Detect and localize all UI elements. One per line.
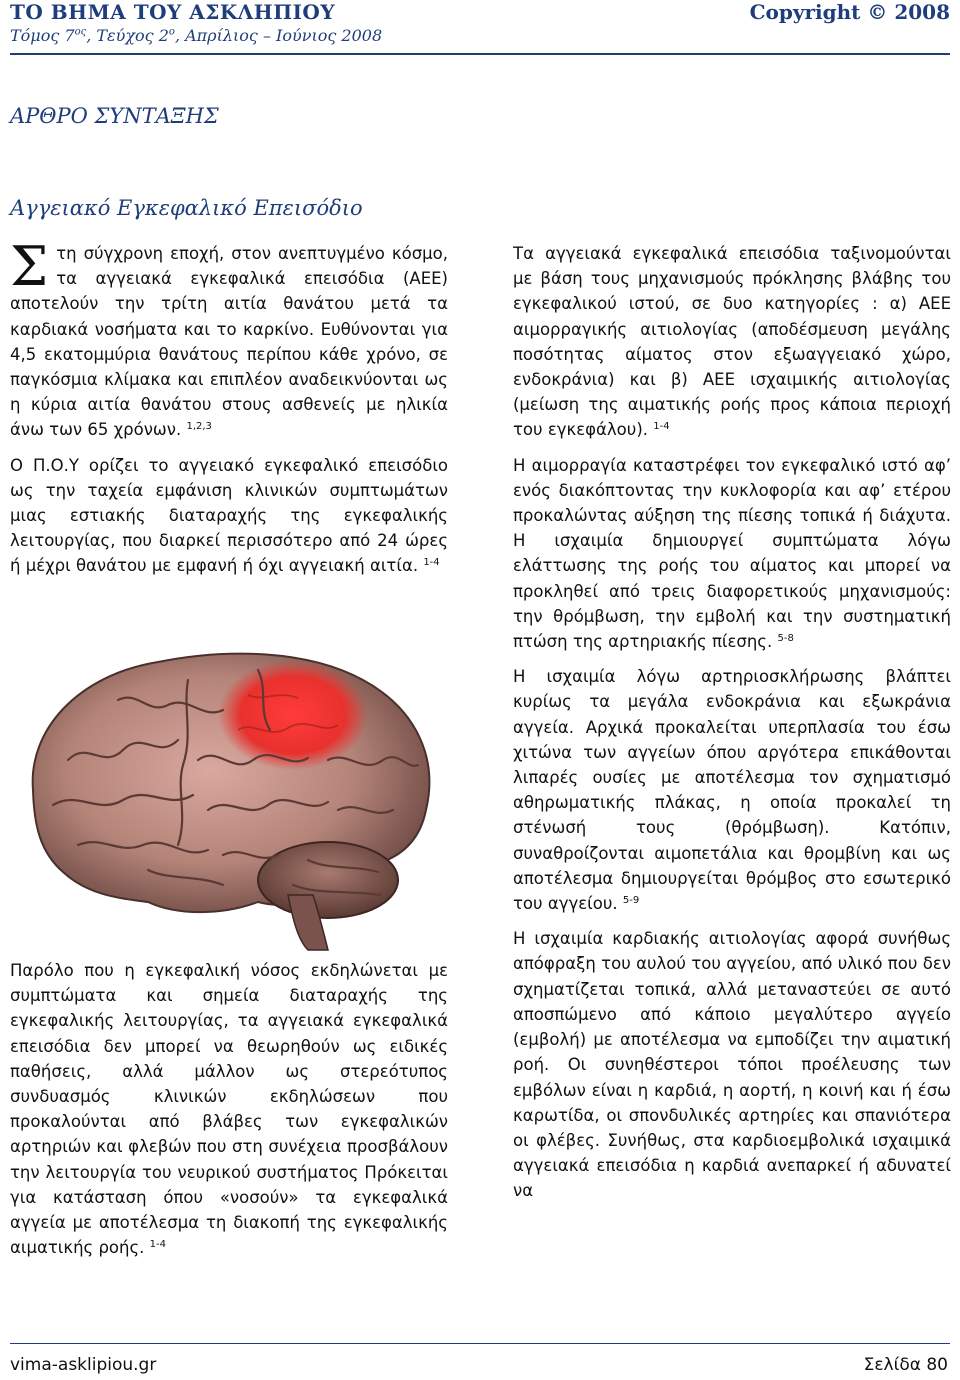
paragraph-intro-text: τη σύγχρονη εποχή, στον ανεπτυγμένο κόσμο, τα αγγειακά εγκεφαλικά επεισόδια (ΑΕΕ) αποτελούν την τρίτη αιτία θανάτου μετά τα καρδιακά νοσήματα και το καρκίνο. Ευθύνονται για 4,5 εκατομμύρια θανάτους περίπου κάθε χρόνο, σε παγκόσμια κλίμακα και επιπλέον αναδεικνύονται ως η κύρια αιτία θανάτου στους ασθενείς με ηλικία άνω των 65 χρόνων. xyxy=(10,244,448,440)
issue-info xyxy=(10,26,382,45)
brain-illustration xyxy=(8,640,451,952)
paragraph-classification-text: Τα αγγειακά εγκεφαλικά επεισόδια ταξινομούνται με βάση τους μηχανισμούς πρόκλησης βλάβης του εγκεφαλικού ιστού, σε δυο κατηγορίες : α) ΑΕΕ αιμορραγικής αιτιολογίας (αποδέσμευση μεγάλης ποσότητας αίματος στον εξωαγγειακό χώρο, ενδοκράνια) και β) ΑΕΕ ισχαιμικής αιτιολογίας (μείωση της αιματικής ροής προς κάποια περιοχή του εγκεφάλου). xyxy=(513,244,951,440)
reference-marker: 1,2,3 xyxy=(186,421,212,433)
left-column-top xyxy=(10,235,448,589)
copyright-notice: Copyright © 2008 xyxy=(749,0,950,24)
left-column-bottom xyxy=(10,958,448,1270)
page-number: Σελίδα 80 xyxy=(863,1355,948,1375)
drop-cap: Σ xyxy=(10,235,49,298)
header-divider xyxy=(10,53,950,55)
paragraph-atherosclerosis-text: Η ισχαιμία λόγω αρτηριοσκλήρωσης βλάπτει κυρίως τα μεγάλα ενδοκράνια και εξωκράνια αγγεία. Αρχικά προκαλείται υπερπλασία του έσω χιτώνα των αγγείων όπου αργότερα επικάθονται λιπαρές ουσίες με αποτέλεσμα τον σχηματισμό αθηρωματικής πλάκας, η οποία προκαλεί τη στένωσή τους (θρόμβωση). Κατόπιν, συναθροίζονται αιμοπετάλια και θρομβίνη και ως αποτέλεσμα δημιουργείται θρόμβος στο εσωτερικό του αγγείου. xyxy=(513,667,951,914)
paragraph-cardiac xyxy=(513,926,951,1203)
paragraph-hemorrhage-text: Η αιμορραγία καταστρέφει τον εγκεφαλικό ιστό αφ’ ενός διακόπτοντας την κυκλοφορία και αφ’ ετέρου προκαλώντας αύξηση της πίεσης τοπικά ή διάχυτα. Η ισχαιμία δημιουργεί συμπτώματα λόγω ελάττωσης της ροής του αίματος και μπορεί να προκληθεί από τρεις διαφορετικούς μηχανισμούς: την θρόμβωση, την εμβολή και την συστηματική πτώση της αρτηριακής πίεσης. xyxy=(513,455,951,652)
reference-marker: 5-9 xyxy=(622,895,640,907)
paragraph-clinical-text: Παρόλο που η εγκεφαλική νόσος εκδηλώνεται με συμπτώματα και σημεία διαταραχής της εγκεφαλικής λειτουργίας, τα αγγειακά εγκεφαλικά επεισόδια δεν μπορεί να θεωρηθούν ως ειδικές παθήσεις, αλλά μάλλον ως στερεότυπος συνδυασμός κλινικών εκδηλώσεων που προκαλούνται από βλάβες των εγκεφαλικών αρτηριών και φλεβών που στη συνέχεια προσβάλουν την λειτουργία του νευρικού συστήματος Πρόκειται για κατάσταση όπου «νοσούν» τα εγκεφαλικά αγγεία με αποτέλεσμα τη διακοπή της εγκεφαλικής αιματικής ροής. xyxy=(10,961,448,1258)
reference-marker: 1-4 xyxy=(149,1239,167,1251)
right-column xyxy=(513,241,951,1214)
footer-website-link[interactable]: vima-asklipiou.gr xyxy=(10,1355,157,1375)
brain-figure xyxy=(8,640,451,952)
reference-marker: 1-4 xyxy=(653,421,670,433)
page-header xyxy=(10,0,950,52)
issue-period: , Απρίλιος – Ιούνιος 2008 xyxy=(174,26,383,45)
hemorrhage-region xyxy=(218,660,368,770)
paragraph-intro xyxy=(10,235,448,443)
issue-suffix: ο xyxy=(168,26,175,38)
paragraph-cardiac-text: Η ισχαιμία καρδιακής αιτιολογίας αφορά συνήθως απόφραξη του αυλού του αγγείου, από υλικό που δεν σχηματίζεται τοπικά, αλλά μεταναστεύει σε αυτό αποσπώμενο από κάποιο μεγαλύτερο αγγείο (εμβολή) με αποτέλεσμα να εμποδίζει την αιματική ροή. Οι συνηθέστεροι τόποι προέλευσης των εμβόλων είναι η καρδιά, η αορτή, η κοινή και ή έσω καρωτίδα, οι σπονδυλικές αρτηρίες και σπανιότερα οι φλέβες. Συνήθως, στα καρδιοεμβολικά ισχαιμικά αγγειακά επεισόδια η καρδιά ανεπαρκεί ή αδυνατεί να xyxy=(513,929,951,1201)
reference-marker: 5-8 xyxy=(777,633,794,645)
article-title: Αγγειακό Εγκεφαλικό Επεισόδιο xyxy=(10,196,363,220)
journal-name: ΤΟ ΒΗΜΑ ΤΟΥ ΑΣΚΛΗΠΙΟΥ xyxy=(10,0,336,24)
volume-suffix: ος xyxy=(74,26,87,38)
paragraph-clinical xyxy=(10,958,448,1260)
brain-cerebellum xyxy=(258,842,398,918)
issue-label: , Τεύχος 2 xyxy=(86,26,169,45)
paragraph-hemorrhage xyxy=(513,453,951,655)
reference-marker: 1-4 xyxy=(423,557,440,569)
footer-divider xyxy=(10,1343,950,1344)
paragraph-classification xyxy=(513,241,951,443)
section-label: ΑΡΘΡΟ ΣΥΝΤΑΞΗΣ xyxy=(10,104,219,128)
paragraph-who-text: Ο Π.Ο.Υ ορίζει το αγγειακό εγκεφαλικό επεισόδιο ως την ταχεία εμφάνιση κλινικών συμπτωμάτων μιας εστιακής διαταραχής της εγκεφαλικής λειτουργίας, που διαρκεί περισσότερο από 24 ώρες ή μέχρι θανάτου με εμφανή ή όχι αγγειακή αιτία. xyxy=(10,455,448,576)
paragraph-who-definition xyxy=(10,453,448,579)
volume-label: Τόμος 7 xyxy=(10,26,75,45)
paragraph-atherosclerosis xyxy=(513,664,951,916)
